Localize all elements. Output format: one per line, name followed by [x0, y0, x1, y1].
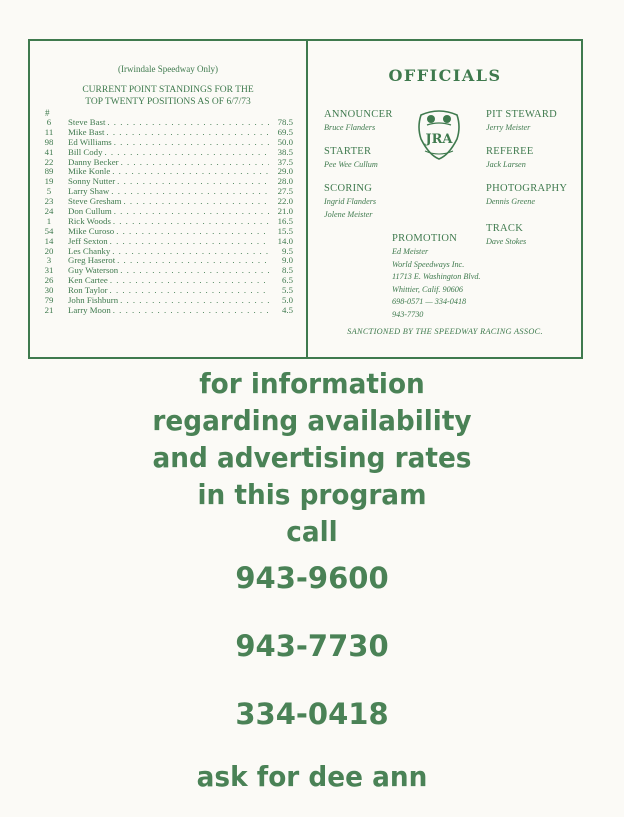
ad-line-3: and advertising rates: [152, 441, 472, 474]
announcer-label: ANNOUNCER: [324, 109, 393, 120]
ad-line-1: for information: [199, 367, 425, 400]
standings-row: [38, 217, 293, 227]
driver-points: 69.5: [277, 127, 293, 137]
driver-points: 78.5: [277, 118, 293, 127]
promotion-line: 698-0571 — 334-0418: [392, 297, 467, 306]
ad-call: call: [286, 515, 338, 548]
number-column-header: #: [45, 108, 50, 118]
driver-name: Steve Bast: [68, 118, 106, 127]
promotion-line: Ed Meister: [392, 247, 429, 256]
driver-name: Sonny Nutter: [68, 177, 116, 187]
ad-line-2: regarding availability: [152, 404, 472, 437]
standings-row: [38, 177, 293, 187]
standings-row: [38, 148, 293, 158]
driver-points: 28.0: [277, 177, 293, 187]
standings-heading-line2: TOP TWENTY POSITIONS AS OF 6/7/73: [85, 97, 251, 107]
driver-points: 22.0: [277, 197, 293, 207]
leader-dots: [111, 217, 269, 227]
photography-name: Dennis Greene: [486, 197, 536, 206]
leader-dots: [105, 118, 269, 128]
sanction-notice: SANCTIONED BY THE SPEEDWAY RACING ASSOC.: [347, 327, 543, 336]
phone-number-3: 334-0418: [235, 697, 389, 731]
announcer-name: Bruce Flanders: [324, 123, 376, 132]
driver-name: Ron Taylor: [68, 286, 108, 296]
driver-points: 21.0: [277, 207, 293, 217]
leader-dots: [115, 177, 269, 187]
officials-title: OFFICIALS: [388, 66, 502, 85]
standings-table: [38, 118, 293, 316]
driver-name: Ed Williams: [68, 137, 112, 147]
pit-steward-label: PIT STEWARD: [486, 109, 558, 120]
track-name: Dave Stokes: [486, 237, 527, 246]
driver-number: 11: [44, 127, 54, 137]
driver-number: 54: [44, 226, 54, 236]
standings-row: [38, 276, 293, 286]
standings-row: [38, 266, 293, 276]
driver-name: Danny Becker: [68, 157, 119, 167]
driver-number: 31: [44, 266, 54, 276]
driver-name: John Fishburn: [68, 296, 119, 306]
driver-number: 89: [44, 167, 54, 177]
driver-points: 38.5: [277, 147, 293, 157]
driver-name: Ken Cartee: [68, 276, 108, 286]
standings-row: [38, 197, 293, 207]
driver-name: Jeff Sexton: [68, 236, 108, 246]
promotion-line: 11713 E. Washington Blvd.: [392, 272, 481, 281]
driver-number: 6: [46, 118, 52, 127]
driver-name: Larry Shaw: [68, 187, 110, 197]
driver-name: Don Cullum: [68, 207, 112, 217]
driver-number: 5: [46, 187, 52, 197]
driver-number: 22: [44, 157, 54, 167]
promotion-line: World Speedways Inc.: [392, 259, 465, 269]
driver-points: 9.0: [282, 256, 293, 266]
leader-dots: [118, 296, 269, 306]
standings-row: [38, 306, 293, 316]
photography-label: PHOTOGRAPHY: [486, 183, 568, 194]
ad-closing: ask for dee ann: [196, 760, 428, 793]
logo-text: JRA: [425, 132, 453, 147]
driver-number: 1: [46, 216, 52, 226]
driver-name: Steve Gresham: [68, 197, 122, 207]
leader-dots: [108, 286, 269, 296]
starter-name: Pee Wee Cullum: [324, 160, 378, 169]
driver-points: 5.0: [282, 296, 293, 306]
driver-number: 24: [44, 207, 54, 217]
scoring-name-2: Jolene Meister: [324, 210, 373, 219]
leader-dots: [104, 128, 269, 138]
driver-number: 98: [44, 137, 54, 147]
driver-name: Mike Konle: [68, 167, 111, 177]
jra-logo-icon: [415, 109, 463, 163]
driver-points: 27.5: [277, 187, 293, 197]
standings-row: [38, 296, 293, 306]
standings-row: [38, 128, 293, 138]
driver-number: 79: [44, 296, 54, 306]
leader-dots: [122, 197, 270, 207]
driver-points: 16.5: [277, 216, 293, 226]
driver-number: 26: [44, 276, 54, 286]
leader-dots: [109, 187, 269, 197]
leader-dots: [112, 138, 269, 148]
driver-number: 14: [44, 236, 54, 246]
driver-number: 41: [44, 147, 54, 157]
driver-number: 19: [44, 177, 54, 187]
driver-points: 6.5: [282, 276, 293, 286]
leader-dots: [108, 237, 269, 247]
standings-row: [38, 237, 293, 247]
phone-number-2: 943-7730: [235, 629, 389, 663]
leader-dots: [118, 266, 269, 276]
referee-name: Jack Larsen: [486, 160, 526, 169]
standings-row: [38, 286, 293, 296]
point-standings-panel: [30, 41, 306, 357]
standings-row: [38, 227, 293, 237]
leader-dots: [108, 276, 269, 286]
leader-dots: [110, 247, 269, 257]
driver-name: Mike Bast: [68, 127, 105, 137]
driver-points: 9.5: [282, 246, 293, 256]
standings-row: [38, 247, 293, 257]
driver-points: 37.5: [277, 157, 293, 167]
standings-row: [38, 167, 293, 177]
driver-name: Larry Moon: [68, 305, 111, 315]
scoring-label: SCORING: [324, 183, 373, 194]
pit-steward-name: Jerry Meister: [486, 123, 531, 132]
driver-points: 8.5: [282, 266, 293, 276]
driver-number: 21: [44, 305, 54, 315]
driver-points: 5.5: [282, 286, 293, 296]
driver-name: Guy Waterson: [68, 266, 119, 276]
driver-name: Rick Woods: [68, 216, 111, 226]
driver-points: 29.0: [277, 167, 293, 177]
driver-name: Mike Curoso: [68, 226, 115, 236]
driver-name: Greg Haserot: [68, 256, 116, 266]
promotion-line: 943-7730: [392, 309, 424, 319]
driver-number: 20: [44, 246, 54, 256]
driver-points: 4.5: [282, 305, 293, 315]
leader-dots: [111, 306, 269, 316]
standings-row: [38, 256, 293, 266]
scoring-name-1: Ingrid Flanders: [324, 197, 377, 206]
standings-row: [38, 158, 293, 168]
driver-number: 30: [44, 286, 54, 296]
driver-points: 15.5: [277, 226, 293, 236]
driver-points: 14.0: [277, 236, 293, 246]
track-label: TRACK: [486, 223, 524, 234]
program-box: [28, 39, 583, 359]
standings-row: [38, 118, 293, 128]
standings-row: [38, 207, 293, 217]
standings-subtitle: (Irwindale Speedway Only): [118, 64, 218, 74]
driver-name: Bill Cody: [68, 147, 103, 157]
officials-panel: [308, 41, 582, 357]
driver-name: Les Chanky: [68, 246, 111, 256]
standings-row: [38, 138, 293, 148]
promotion-contact: [392, 246, 480, 321]
standings-heading: [30, 84, 306, 108]
ad-line-4: in this program: [197, 478, 427, 511]
driver-number: 3: [46, 256, 52, 266]
promotion-label: PROMOTION: [392, 233, 458, 244]
leader-dots: [102, 148, 269, 158]
starter-label: STARTER: [324, 146, 372, 157]
driver-points: 50.0: [277, 137, 293, 147]
leader-dots: [115, 256, 269, 266]
leader-dots: [119, 158, 269, 168]
leader-dots: [114, 227, 269, 237]
phone-number-1: 943-9600: [235, 561, 389, 595]
driver-number: 23: [44, 197, 54, 207]
referee-label: REFEREE: [486, 146, 534, 157]
standings-heading-line1: CURRENT POINT STANDINGS FOR THE: [82, 85, 254, 95]
leader-dots: [110, 167, 269, 177]
standings-row: [38, 187, 293, 197]
leader-dots: [112, 207, 269, 217]
promotion-line: Whittier, Calif. 90606: [392, 284, 463, 294]
